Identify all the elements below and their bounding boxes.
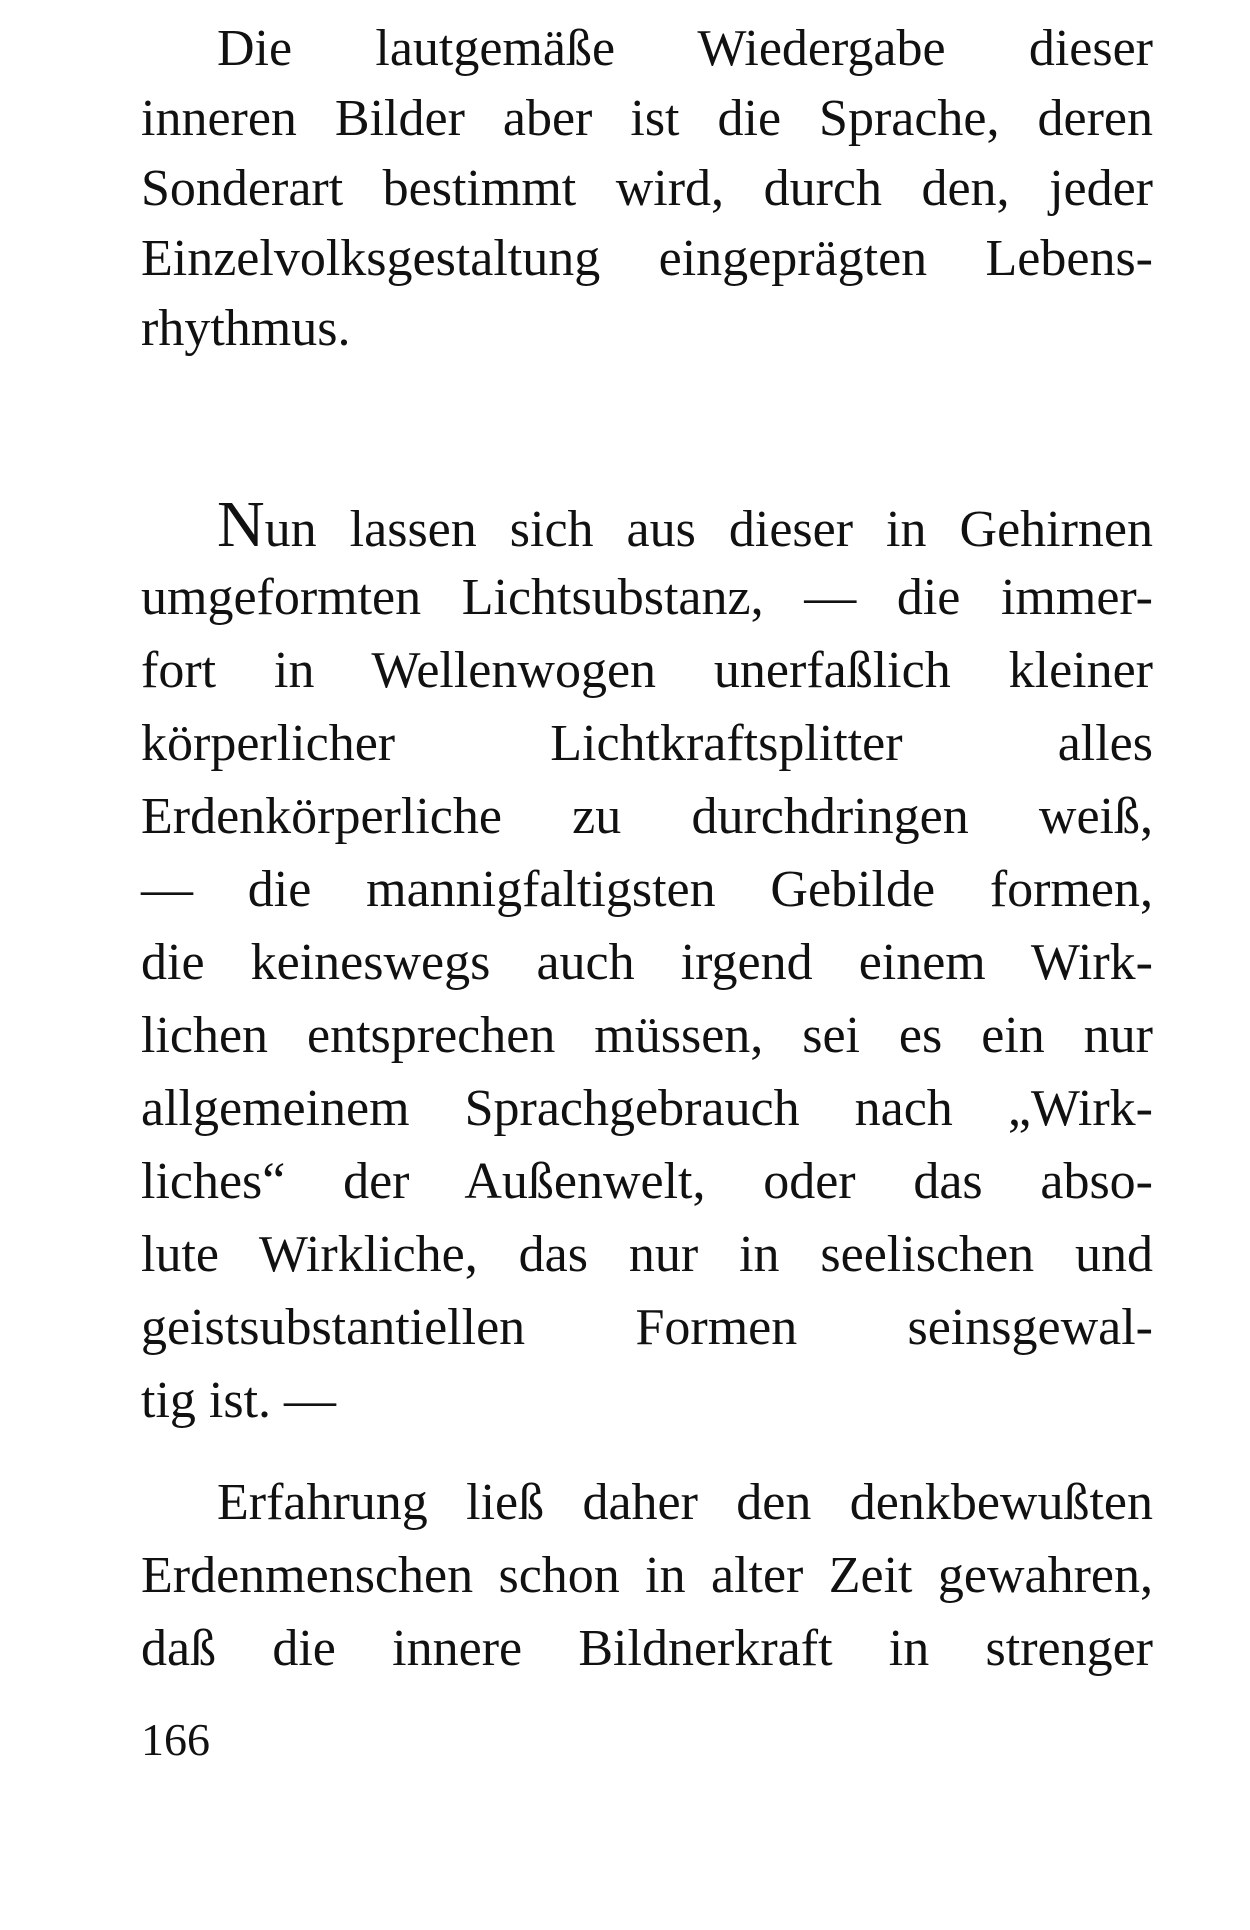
paragraph-2-line-1 — [217, 490, 1153, 560]
paragraph-2-line-8: lichen entsprechen müssen, sei es ein nur — [141, 1007, 1153, 1064]
paragraph-1-line-2: inneren Bilder aber ist die Sprache, deren — [141, 90, 1153, 147]
paragraph-2-line-7: die keineswegs auch irgend einem Wirk- — [141, 934, 1153, 991]
paragraph-2-line-6: — die mannigfaltigsten Gebilde formen, — [141, 861, 1153, 918]
paragraph-1-line-5: rhythmus. — [141, 300, 351, 357]
paragraph-1-line-3: Sonderart bestimmt wird, durch den, jeder — [141, 160, 1153, 217]
paragraph-2-line-13: tig ist. — — [141, 1372, 337, 1429]
paragraph-3-line-2: Erdenmenschen schon in alter Zeit gewahren, — [141, 1547, 1153, 1604]
paragraph-2-line-10: liches“ der Außenwelt, oder das abso- — [141, 1153, 1153, 1210]
paragraph-3-line-3: daß die innere Bildnerkraft in strenger — [141, 1620, 1153, 1677]
paragraph-2-line-4: körperlicher Lichtkraftsplitter alles — [141, 715, 1153, 772]
paragraph-2-line-3: fort in Wellenwogen unerfaßlich kleiner — [141, 642, 1153, 699]
paragraph-2-line-5: Erdenkörperliche zu durchdringen weiß, — [141, 788, 1153, 845]
paragraph-initial: N — [217, 488, 265, 561]
paragraph-2-line-11: lute Wirkliche, das nur in seelischen und — [141, 1226, 1153, 1283]
page-number: 166 — [141, 1714, 210, 1765]
paragraph-2-line-2: umgeformten Lichtsubstanz, — die immer- — [141, 569, 1153, 626]
paragraph-1-line-1: Die lautgemäße Wiedergabe dieser — [217, 20, 1153, 77]
paragraph-3-line-1: Erfahrung ließ daher den denkbewußten — [217, 1474, 1153, 1531]
paragraph-2-line-12: geistsubstantiellen Formen seinsgewal- — [141, 1299, 1153, 1356]
paragraph-1-line-4: Einzelvolksgestaltung eingeprägten Lebens- — [141, 230, 1153, 287]
paragraph-2-line-1-rest: un lassen sich aus dieser in Gehirnen — [264, 501, 1153, 558]
paragraph-2-line-9: allgemeinem Sprachgebrauch nach „Wirk- — [141, 1080, 1153, 1137]
